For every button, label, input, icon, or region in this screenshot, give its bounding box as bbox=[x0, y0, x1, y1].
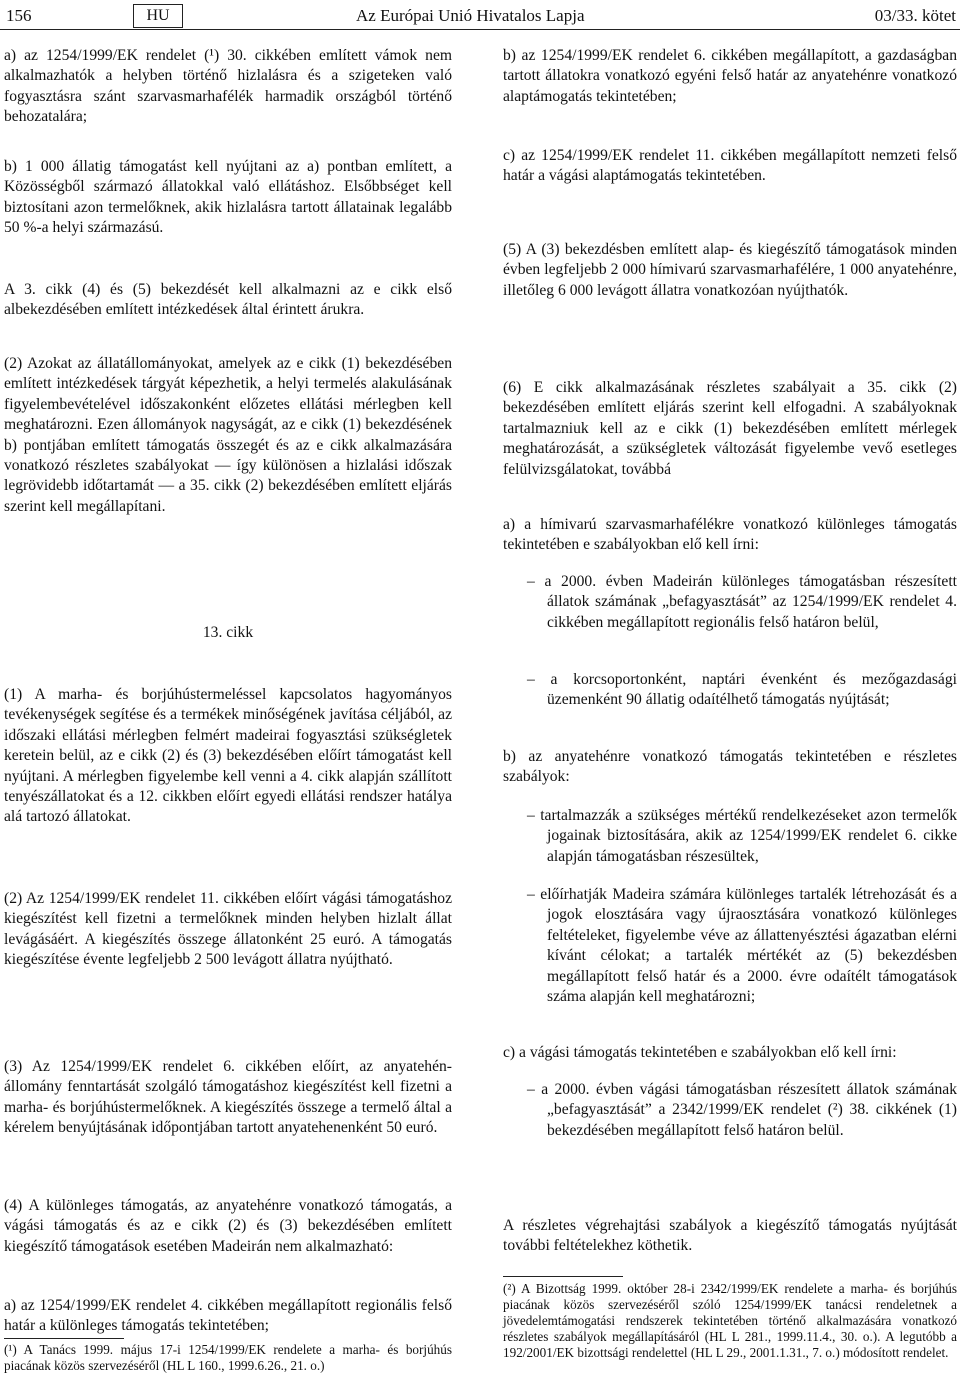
paragraph: a) a hímivarú szarvasmarhafélékre vonatkozó különleges támogatás tekintetében e szabályokban elő kell írni: bbox=[503, 516, 957, 554]
left-paragraph-2 bbox=[4, 354, 452, 517]
footnote-text: (²) A Bizottság 1999. október 28-i 2342/1999/EK rendelete a marha- és borjúhús piacának közös szervezéséről szóló 1254/1999/EK tanácsi rendeletnek a jövedelemtámogatási rendszerek tekintetében történő alkalmazására vonatkozó részletes szabályok megállapításáról (HL L 281., 1999.11.4., 30. o.). A legutóbb a 192/2001/EK bizottsági rendelettel (HL L 29., 2001.1.31., 7. o.) módosított rendelet. bbox=[503, 1281, 957, 1360]
right-point-a bbox=[503, 515, 957, 556]
dash-item-text: – a 2000. évben vágási támogatásban részesített állatok számának „befagyasztását” a 2342/1999/EK rendelet (²) 38. cikkének (1) bekezdésében megállapított felső határon belül. bbox=[527, 1081, 957, 1139]
right-point-c-2 bbox=[503, 1043, 957, 1063]
footnote-1 bbox=[4, 1342, 452, 1374]
right-paragraph-5 bbox=[503, 240, 957, 301]
dash-item bbox=[503, 1080, 957, 1141]
left-paragraph-13-4 bbox=[4, 1196, 452, 1257]
paragraph: (4) A különleges támogatás, az anyatehénre vonatkozó támogatás, a vágási támogatás és az e cikk (2) és (3) bekezdésében említett kiegészítő támogatások esetében Madeirán nem alkalmazható: bbox=[4, 1197, 452, 1255]
right-point-c bbox=[503, 146, 957, 187]
dash-item-text: – tartalmazzák a szükséges mértékű rendelkezéseket azon termelők jogainak biztosítására, akik az 1254/1999/EK rendelet 6. cikke alapján támogatásban részesültek, bbox=[527, 807, 957, 865]
left-paragraph-a3 bbox=[4, 280, 452, 321]
footnote-rule bbox=[503, 1276, 623, 1277]
right-paragraph-6 bbox=[503, 378, 957, 480]
left-paragraph-13-2 bbox=[4, 889, 452, 971]
dash-item bbox=[503, 572, 957, 633]
page-number: 156 bbox=[6, 6, 32, 25]
header-rule bbox=[0, 29, 960, 30]
paragraph: (2) Azokat az állatállományokat, amelyek az e cikk (1) bekezdésében említett intézkedések tárgyát képezhetik, a helyi termelés alakulásának figyelembevételével időszakonként előzetes ellátási mérlegben kell meghatározni. Ezen állományok nagyságát, az e cikk (1) bekezdésének b) pontjában említett támogatás összegét és az e cikk alkalmazására vonatkozó részletes szabályokat — így különösen a hizlalási időszak legrövidebb időtartamát — a 35. cikk (2) bekezdésében említett eljárás szerint kell megállapítani. bbox=[4, 355, 452, 515]
right-point-b-2 bbox=[503, 747, 957, 788]
paragraph: b) az 1254/1999/EK rendelet 6. cikkében megállapított, a gazdaságban tartott állatokra vonatkozó egyéni felső határ az anyatehénre vonatkozó alaptámogatás tekintetében; bbox=[503, 47, 957, 105]
left-point-b bbox=[4, 157, 452, 239]
footnote-2 bbox=[503, 1281, 957, 1361]
dash-item bbox=[503, 885, 957, 1007]
dash-item-text: – a korcsoportonként, naptári évenként és mezőgazdasági üzemenként 90 állatig odaítélhető támogatás nyújtását; bbox=[527, 671, 957, 709]
volume-label: 03/33. kötet bbox=[874, 6, 956, 25]
article-title bbox=[4, 623, 452, 643]
journal-title: Az Európai Unió Hivatalos Lapja bbox=[356, 6, 585, 25]
paragraph: b) 1 000 állatig támogatást kell nyújtani az a) pontban említett, a Közösségből származó állatokkal való ellátáshoz. Elsőbbséget kell biztosítani azon termelőknek, akik hizlalásra tartott állatainak legalább 50 %-a helyi származású. bbox=[4, 158, 452, 237]
right-point-b bbox=[503, 46, 957, 107]
left-point-a-2 bbox=[4, 1296, 452, 1337]
footnote-text: (¹) A Tanács 1999. május 17-i 1254/1999/EK rendelete a marha- és borjúhús piacának közös szervezéséről (HL L 160., 1999.6.26., 21. o.) bbox=[4, 1342, 452, 1373]
paragraph: (1) A marha- és borjúhústermeléssel kapcsolatos hagyományos tevékenységek segítése és a termékek minőségének javítása céljából, az időszaki ellátási mérlegben felmért madeirai fogyasztási szükségletek keretein belül, az e cikk (2) és (3) bekezdésében előírt támogatást kell nyújtani. A mérlegben figyelembe kell venni a 4. cikk alapján szállított tenyészállatokat és a 12. cikkben előírt egyedi ellátási rendszer hatálya alá tartozó állatokat. bbox=[4, 686, 452, 826]
paragraph: (2) Az 1254/1999/EK rendelet 11. cikkében előírt vágási támogatáshoz kiegészítést kell fizetni a termelőknek minden helyben hizlalt állat levágásáért. A kiegészítés összege állatonként 25 euró. A támogatás kiegészítése évente legfeljebb 2 500 levágott állatra nyújtható. bbox=[4, 890, 452, 969]
paragraph: (5) A (3) bekezdésben említett alap- és kiegészítő támogatások minden évben legfeljebb 2 000 hímivarú szarvasmarhafélére, 1 000 anyatehénre, illetőleg 6 000 levágott állatra vonatkozóan nyújthatók. bbox=[503, 241, 957, 299]
paragraph: A részletes végrehajtási szabályok a kiegészítő támogatás nyújtását további feltételekhez köthetik. bbox=[503, 1217, 957, 1255]
paragraph: A 3. cikk (4) és (5) bekezdését kell alkalmazni az e cikk első albekezdésében említett intézkedések által érintett árukra. bbox=[4, 281, 452, 319]
right-closing-paragraph bbox=[503, 1216, 957, 1257]
dash-item-text: – a 2000. évben Madeirán különleges támogatásban részesített állatok számának „befagyasztását” az 1254/1999/EK rendelet 4. cikkében megállapított regionális felső határon belül, bbox=[527, 573, 957, 631]
dash-item-text: – előírhatják Madeira számára különleges tartalék létrehozását és a jogok elosztására vagy újraosztására vonatkozó különleges feltételeket, figyelembe véve az állattenyésztési ágazatban elérni kívánt célokat; a tartalék mértékét az (5) bekezdésben megállapított felső határ és a 2000. évre odaítélt támogatások száma alapján kell meghatározni; bbox=[527, 886, 957, 1006]
paragraph: b) az anyatehénre vonatkozó támogatás tekintetében e részletes szabályok: bbox=[503, 748, 957, 786]
dash-item bbox=[503, 670, 957, 711]
article-heading: 13. cikk bbox=[202, 624, 254, 641]
paragraph: c) a vágási támogatás tekintetében e szabályokban elő kell írni: bbox=[503, 1044, 897, 1061]
footnote-rule bbox=[4, 1338, 124, 1339]
paragraph: a) az 1254/1999/EK rendelet 4. cikkében megállapított regionális felső határ a különleges támogatás tekintetében; bbox=[4, 1297, 452, 1335]
left-paragraph-13-1 bbox=[4, 685, 452, 828]
paragraph: c) az 1254/1999/EK rendelet 11. cikkében megállapított nemzeti felső határ a vágási alaptámogatás tekintetében. bbox=[503, 147, 957, 185]
left-paragraph-13-3 bbox=[4, 1057, 452, 1139]
dash-item bbox=[503, 806, 957, 867]
paragraph: a) az 1254/1999/EK rendelet (¹) 30. cikkében említett vámok nem alkalmazhatók a helyben történő hizlalásra és a szigeteken való fogyasztásra szánt szarvasmarhafélék harmadik országból történő behozatalára; bbox=[4, 47, 452, 126]
language-code-box: HU bbox=[133, 4, 183, 28]
paragraph: (3) Az 1254/1999/EK rendelet 6. cikkében előírt, az anyatehén-állomány fenntartását szolgáló támogatáshoz kiegészítést kell fizetni a marha- és borjúhústermelőknek. A kiegészítés összege a termelő által a kérelem benyújtásának időpontjában tartott anyatehenenként 50 euró. bbox=[4, 1058, 452, 1137]
paragraph: (6) E cikk alkalmazásának részletes szabályait a 35. cikk (2) bekezdésében említett eljárás szerint kell elfogadni. A szabályoknak tartalmazniuk kell az e cikk (1) bekezdésében említett mérlegek meghatározását, a szükségletek változását figyelembe vevő esetleges felülvizsgálatokat, továbbá bbox=[503, 379, 957, 478]
left-point-a bbox=[4, 46, 452, 128]
